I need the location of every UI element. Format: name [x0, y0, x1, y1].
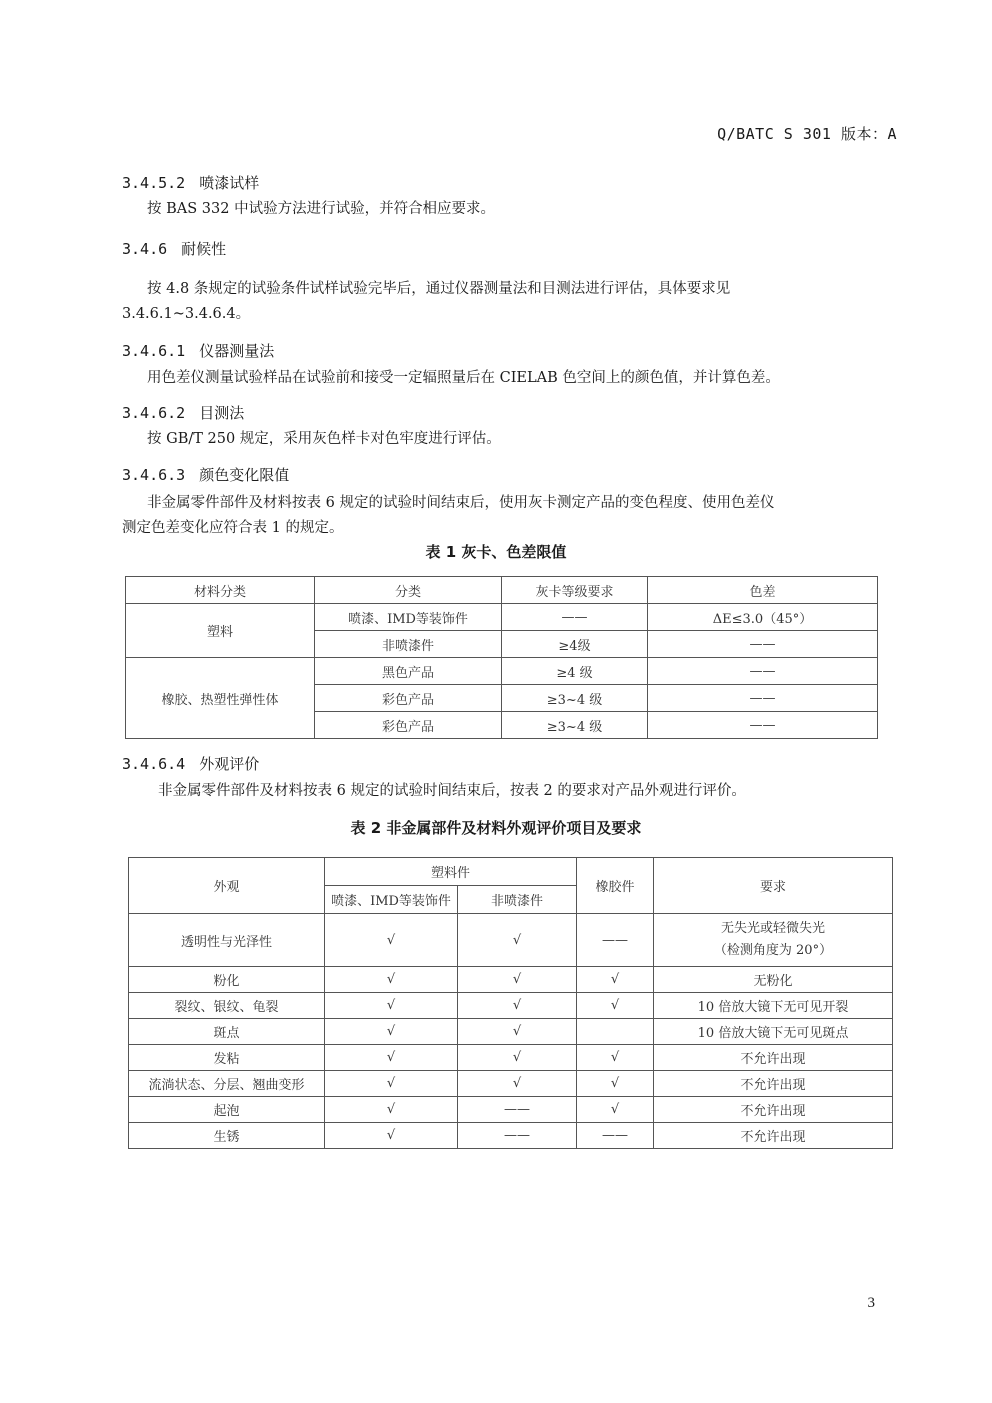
appearance-evaluation-table — [128, 857, 893, 1149]
cell-item: 起泡 — [129, 1097, 325, 1123]
section-3461-body: 用色差仪测量试验样品在试验前和接受一定辐照量后在 CIELAB 色空间上的颜色值，并计算色差。 — [147, 370, 780, 386]
section-number: 3.4.6.4 — [122, 755, 186, 773]
cell-rubber: —— — [577, 914, 654, 967]
table-row — [126, 604, 878, 631]
cell-item: 斑点 — [129, 1019, 325, 1045]
section-title: 喷漆试样 — [199, 174, 260, 192]
section-3463-heading — [122, 464, 289, 485]
cell-item: 裂纹、银纹、龟裂 — [129, 993, 325, 1019]
cell-rubber — [577, 1019, 654, 1045]
cell-grey-scale: ≥3~4 级 — [502, 685, 648, 712]
section-346-heading — [122, 238, 226, 259]
requirement-line: 无失光或轻微失光 — [720, 921, 825, 936]
cell-color-difference: —— — [648, 631, 878, 658]
cell-unpainted: √ — [458, 1019, 577, 1045]
table-row — [129, 993, 893, 1019]
header-appearance: 外观 — [129, 858, 325, 914]
cell-grey-scale: —— — [502, 604, 648, 631]
cell-color-difference: ΔE≤3.0（45°） — [648, 604, 878, 631]
section-346-body-line1: 按 4.8 条规定的试验条件试样试验完毕后，通过仪器测量法和目测法进行评估，具体要求见 — [147, 281, 731, 297]
cell-category: 彩色产品 — [315, 685, 502, 712]
section-3463-body-line1: 非金属零件部件及材料按表 6 规定的试验时间结束后，使用灰卡测定产品的变色程度、使用色差仪 — [147, 495, 775, 511]
header-rubber: 橡胶件 — [577, 858, 654, 914]
cell-unpainted: √ — [458, 967, 577, 993]
table1-caption: 表 1 灰卡、色差限值 — [425, 543, 567, 561]
table-row — [126, 658, 878, 685]
table-row — [129, 1045, 893, 1071]
section-number: 3.4.6.3 — [122, 466, 186, 484]
header-grey-scale: 灰卡等级要求 — [502, 577, 648, 604]
table-header-row — [126, 577, 878, 604]
cell-unpainted: √ — [458, 993, 577, 1019]
cell-painted: √ — [325, 1045, 458, 1071]
section-number: 3.4.6.1 — [122, 342, 186, 360]
section-title: 外观评价 — [199, 755, 260, 773]
section-346-body-line2: 3.4.6.1~3.4.6.4。 — [122, 306, 251, 322]
header-painted: 喷漆、IMD等装饰件 — [325, 886, 458, 914]
cell-unpainted: √ — [458, 914, 577, 967]
header-plastic: 塑料件 — [325, 858, 577, 886]
cell-category: 彩色产品 — [315, 712, 502, 739]
cell-requirement: 10 倍放大镜下无可见斑点 — [654, 1019, 893, 1045]
section-number: 3.4.6.2 — [122, 404, 186, 422]
section-3452-heading — [122, 172, 259, 193]
cell-color-difference: —— — [648, 685, 878, 712]
cell-painted: √ — [325, 993, 458, 1019]
cell-requirement — [654, 914, 893, 967]
cell-requirement: 无粉化 — [654, 967, 893, 993]
requirement-line: （检测角度为 20°） — [713, 943, 833, 958]
cell-unpainted: √ — [458, 1045, 577, 1071]
cell-item: 发粘 — [129, 1045, 325, 1071]
cell-painted: √ — [325, 1071, 458, 1097]
table-row — [129, 1123, 893, 1149]
cell-color-difference: —— — [648, 712, 878, 739]
cell-painted: √ — [325, 1097, 458, 1123]
cell-grey-scale: ≥4 级 — [502, 658, 648, 685]
section-3464-body: 非金属零件部件及材料按表 6 规定的试验时间结束后，按表 2 的要求对产品外观进行评价。 — [158, 783, 746, 799]
section-3462-body: 按 GB/T 250 规定，采用灰色样卡对色牢度进行评估。 — [147, 431, 501, 447]
cell-rubber: √ — [577, 967, 654, 993]
table-header-row — [129, 858, 893, 886]
section-title: 仪器测量法 — [199, 342, 275, 360]
document-id: Q/BATC S 301 版本：A — [717, 125, 897, 143]
section-3461-heading — [122, 340, 274, 361]
cell-item: 生锈 — [129, 1123, 325, 1149]
cell-rubber: √ — [577, 1071, 654, 1097]
header-color-difference: 色差 — [648, 577, 878, 604]
cell-item: 流淌状态、分层、翘曲变形 — [129, 1071, 325, 1097]
group-rubber: 橡胶、热塑性弹性体 — [126, 658, 315, 739]
cell-painted: √ — [325, 967, 458, 993]
header-requirement: 要求 — [654, 858, 893, 914]
table-row — [129, 1097, 893, 1123]
cell-unpainted: —— — [458, 1123, 577, 1149]
header-unpainted: 非喷漆件 — [458, 886, 577, 914]
cell-painted: √ — [325, 1019, 458, 1045]
section-number: 3.4.5.2 — [122, 174, 186, 192]
cell-rubber: √ — [577, 1097, 654, 1123]
header-material-class: 材料分类 — [126, 577, 315, 604]
table-row — [129, 1071, 893, 1097]
cell-category: 喷漆、IMD等装饰件 — [315, 604, 502, 631]
section-3452-body: 按 BAS 332 中试验方法进行试验，并符合相应要求。 — [147, 201, 496, 217]
section-title: 目测法 — [199, 404, 245, 422]
cell-painted: √ — [325, 1123, 458, 1149]
cell-grey-scale: ≥3~4 级 — [502, 712, 648, 739]
header-category: 分类 — [315, 577, 502, 604]
cell-rubber: —— — [577, 1123, 654, 1149]
section-title: 颜色变化限值 — [199, 466, 290, 484]
cell-requirement: 不允许出现 — [654, 1097, 893, 1123]
table-row — [129, 914, 893, 967]
section-number: 3.4.6 — [122, 240, 168, 258]
page-number: 3 — [867, 1295, 875, 1311]
section-3463-body-line2: 测定色差变化应符合表 1 的规定。 — [122, 520, 344, 536]
cell-requirement: 不允许出现 — [654, 1045, 893, 1071]
table-row — [129, 1019, 893, 1045]
cell-category: 非喷漆件 — [315, 631, 502, 658]
cell-rubber: √ — [577, 1045, 654, 1071]
group-plastic: 塑料 — [126, 604, 315, 658]
color-limit-table — [125, 576, 878, 739]
cell-color-difference: —— — [648, 658, 878, 685]
cell-category: 黑色产品 — [315, 658, 502, 685]
cell-rubber: √ — [577, 993, 654, 1019]
cell-item: 粉化 — [129, 967, 325, 993]
section-3462-heading — [122, 402, 244, 423]
cell-item: 透明性与光泽性 — [129, 914, 325, 967]
cell-unpainted: √ — [458, 1071, 577, 1097]
table-row — [129, 967, 893, 993]
cell-unpainted: —— — [458, 1097, 577, 1123]
cell-requirement: 不允许出现 — [654, 1123, 893, 1149]
table2-caption: 表 2 非金属部件及材料外观评价项目及要求 — [350, 819, 642, 837]
cell-grey-scale: ≥4级 — [502, 631, 648, 658]
section-title: 耐候性 — [181, 240, 227, 258]
cell-painted: √ — [325, 914, 458, 967]
cell-requirement: 10 倍放大镜下无可见开裂 — [654, 993, 893, 1019]
cell-requirement: 不允许出现 — [654, 1071, 893, 1097]
section-3464-heading — [122, 753, 259, 774]
